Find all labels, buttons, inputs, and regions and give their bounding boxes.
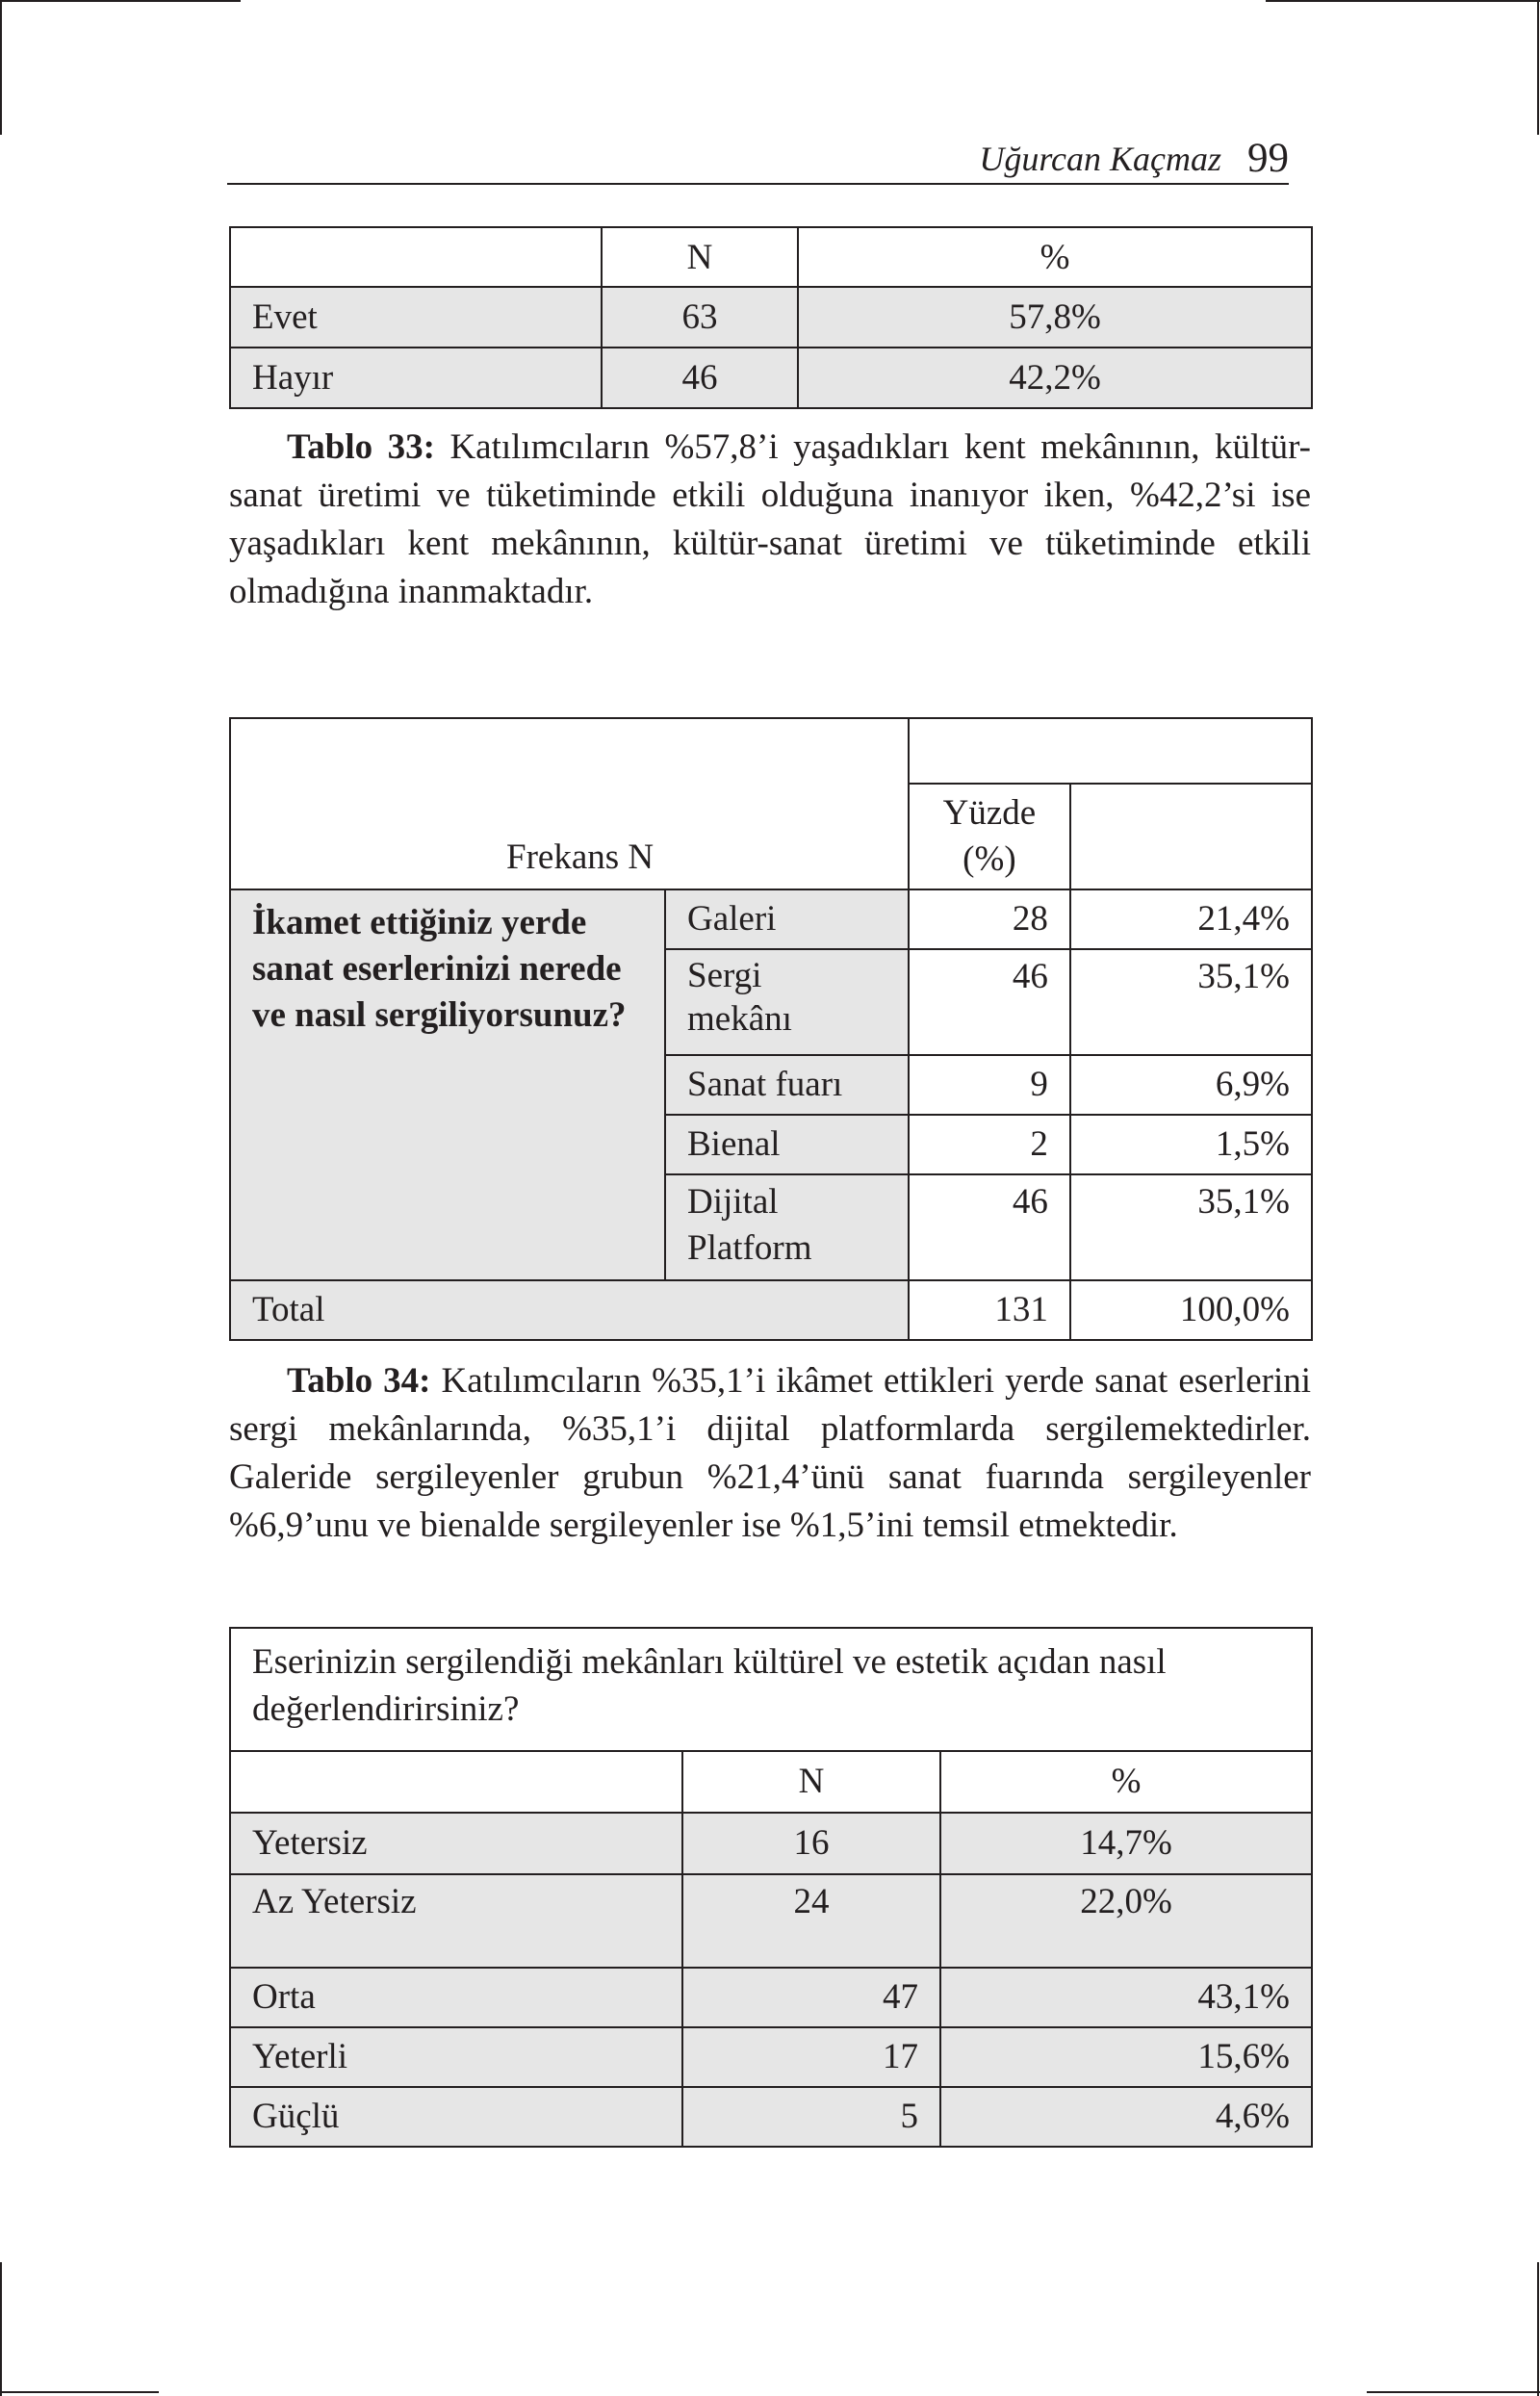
column-header-n: N xyxy=(682,1751,940,1813)
row-label: Az Yetersiz xyxy=(230,1874,682,1968)
total-row xyxy=(230,1280,1312,1340)
cell-n: 46 xyxy=(909,949,1070,1055)
crop-mark xyxy=(1367,2391,1540,2393)
cell-percent: 21,4% xyxy=(1070,889,1312,949)
cell-percent: 15,6% xyxy=(940,2027,1312,2087)
caption-paragraph xyxy=(229,424,1311,616)
table-33 xyxy=(229,226,1313,409)
total-percent: 100,0% xyxy=(1070,1280,1312,1340)
total-label: Total xyxy=(230,1280,909,1340)
yuzde-header: Yüzde (%) xyxy=(909,784,1070,889)
table-row xyxy=(230,889,1312,949)
table-row xyxy=(230,2027,1312,2087)
cell-percent: 4,6% xyxy=(940,2087,1312,2147)
cell-n: 16 xyxy=(682,1813,940,1874)
table-row xyxy=(230,1968,1312,2027)
table-row xyxy=(230,287,1312,348)
crop-mark xyxy=(0,0,241,2)
question-cell: Eserinizin sergilendiği mekânları kültürel ve estetik açıdan nasıl değerlendirirsiniz? xyxy=(230,1628,1312,1751)
cell-percent: 14,7% xyxy=(940,1813,1312,1874)
caption-label: Tablo 33: xyxy=(287,427,435,467)
cell-percent: 1,5% xyxy=(1070,1115,1312,1174)
column-header-percent: % xyxy=(940,1751,1312,1813)
cell-n: 28 xyxy=(909,889,1070,949)
header-author: Uğurcan Kaçmaz xyxy=(979,140,1221,178)
table-34 xyxy=(229,717,1313,1341)
question-row xyxy=(230,1628,1312,1751)
cell-percent: 57,8% xyxy=(798,287,1312,348)
caption-text: Katılımcıların %57,8’i yaşadıkları kent mekânının, kültür-sanat üretimi ve tüketiminde etkili olduğuna inanıyor iken, %42,2’si ise yaşadıkları kent mekânının, kültür-sanat üretimi ve tüketiminde etkili olmadığına inanmaktadır. xyxy=(229,427,1311,611)
table-row xyxy=(230,1874,1312,1968)
cell-percent: 22,0% xyxy=(940,1874,1312,1968)
caption-text: Katılımcıların %35,1’i ikâmet ettikleri yerde sanat eserlerini sergi mekânlarında, %35,1’i dijital platformlarda sergilemektedirler. Galeride sergileyenler grubun %21,4’ünü sanat fuarında sergileyenler %6,9’unu ve bienalde sergileyenler ise %1,5’ini temsil etmektedir. xyxy=(229,1361,1312,1545)
row-label: Sanat fuarı xyxy=(665,1055,909,1115)
question-cell: İkamet ettiğiniz yerde sanat eserlerinizi nerede ve nasıl sergiliyorsunuz? xyxy=(230,889,665,1280)
running-header xyxy=(227,133,1289,185)
frekans-header: Frekans N xyxy=(506,837,654,877)
row-label: Dijital Platform xyxy=(665,1174,909,1280)
page-number: 99 xyxy=(1247,136,1289,181)
row-label: Evet xyxy=(230,287,602,348)
row-label: Galeri xyxy=(665,889,909,949)
cell-n: 47 xyxy=(682,1968,940,2027)
cell-percent: 35,1% xyxy=(1070,1174,1312,1280)
cell-n: 46 xyxy=(909,1174,1070,1280)
cell-percent: 42,2% xyxy=(798,348,1312,408)
cell-percent: 35,1% xyxy=(1070,949,1312,1055)
caption-paragraph xyxy=(229,1357,1311,1550)
row-label: Bienal xyxy=(665,1115,909,1174)
row-label: Sergi mekânı xyxy=(665,949,909,1055)
table-35 xyxy=(229,1627,1313,2148)
column-header-n: N xyxy=(602,227,798,287)
total-n: 131 xyxy=(909,1280,1070,1340)
crop-mark xyxy=(1266,0,1540,2)
table-blank-cell xyxy=(1070,784,1312,889)
row-label: Güçlü xyxy=(230,2087,682,2147)
table-corner-cell xyxy=(230,227,602,287)
cell-n: 5 xyxy=(682,2087,940,2147)
cell-percent: 6,9% xyxy=(1070,1055,1312,1115)
crop-mark xyxy=(0,2391,159,2393)
table-top-blank xyxy=(909,718,1312,784)
cell-n: 9 xyxy=(909,1055,1070,1115)
table-header-row xyxy=(230,1751,1312,1813)
cell-percent: 43,1% xyxy=(940,1968,1312,2027)
row-label: Yetersiz xyxy=(230,1813,682,1874)
table-header-row xyxy=(230,227,1312,287)
crop-mark xyxy=(0,0,2,135)
table-row xyxy=(230,2087,1312,2147)
frekans-header-cell xyxy=(230,718,909,889)
table-corner-cell xyxy=(230,1751,682,1813)
row-label: Hayır xyxy=(230,348,602,408)
table-header-row xyxy=(230,718,1312,784)
cell-n: 2 xyxy=(909,1115,1070,1174)
row-label: Orta xyxy=(230,1968,682,2027)
cell-n: 24 xyxy=(682,1874,940,1968)
crop-mark xyxy=(1537,2262,1539,2396)
cell-n: 46 xyxy=(602,348,798,408)
caption-label: Tablo 34: xyxy=(287,1361,431,1401)
table-row xyxy=(230,1813,1312,1874)
column-header-percent: % xyxy=(798,227,1312,287)
row-label: Yeterli xyxy=(230,2027,682,2087)
table-row xyxy=(230,348,1312,408)
crop-mark xyxy=(1537,0,1539,135)
cell-n: 63 xyxy=(602,287,798,348)
crop-mark xyxy=(0,2262,2,2396)
cell-n: 17 xyxy=(682,2027,940,2087)
